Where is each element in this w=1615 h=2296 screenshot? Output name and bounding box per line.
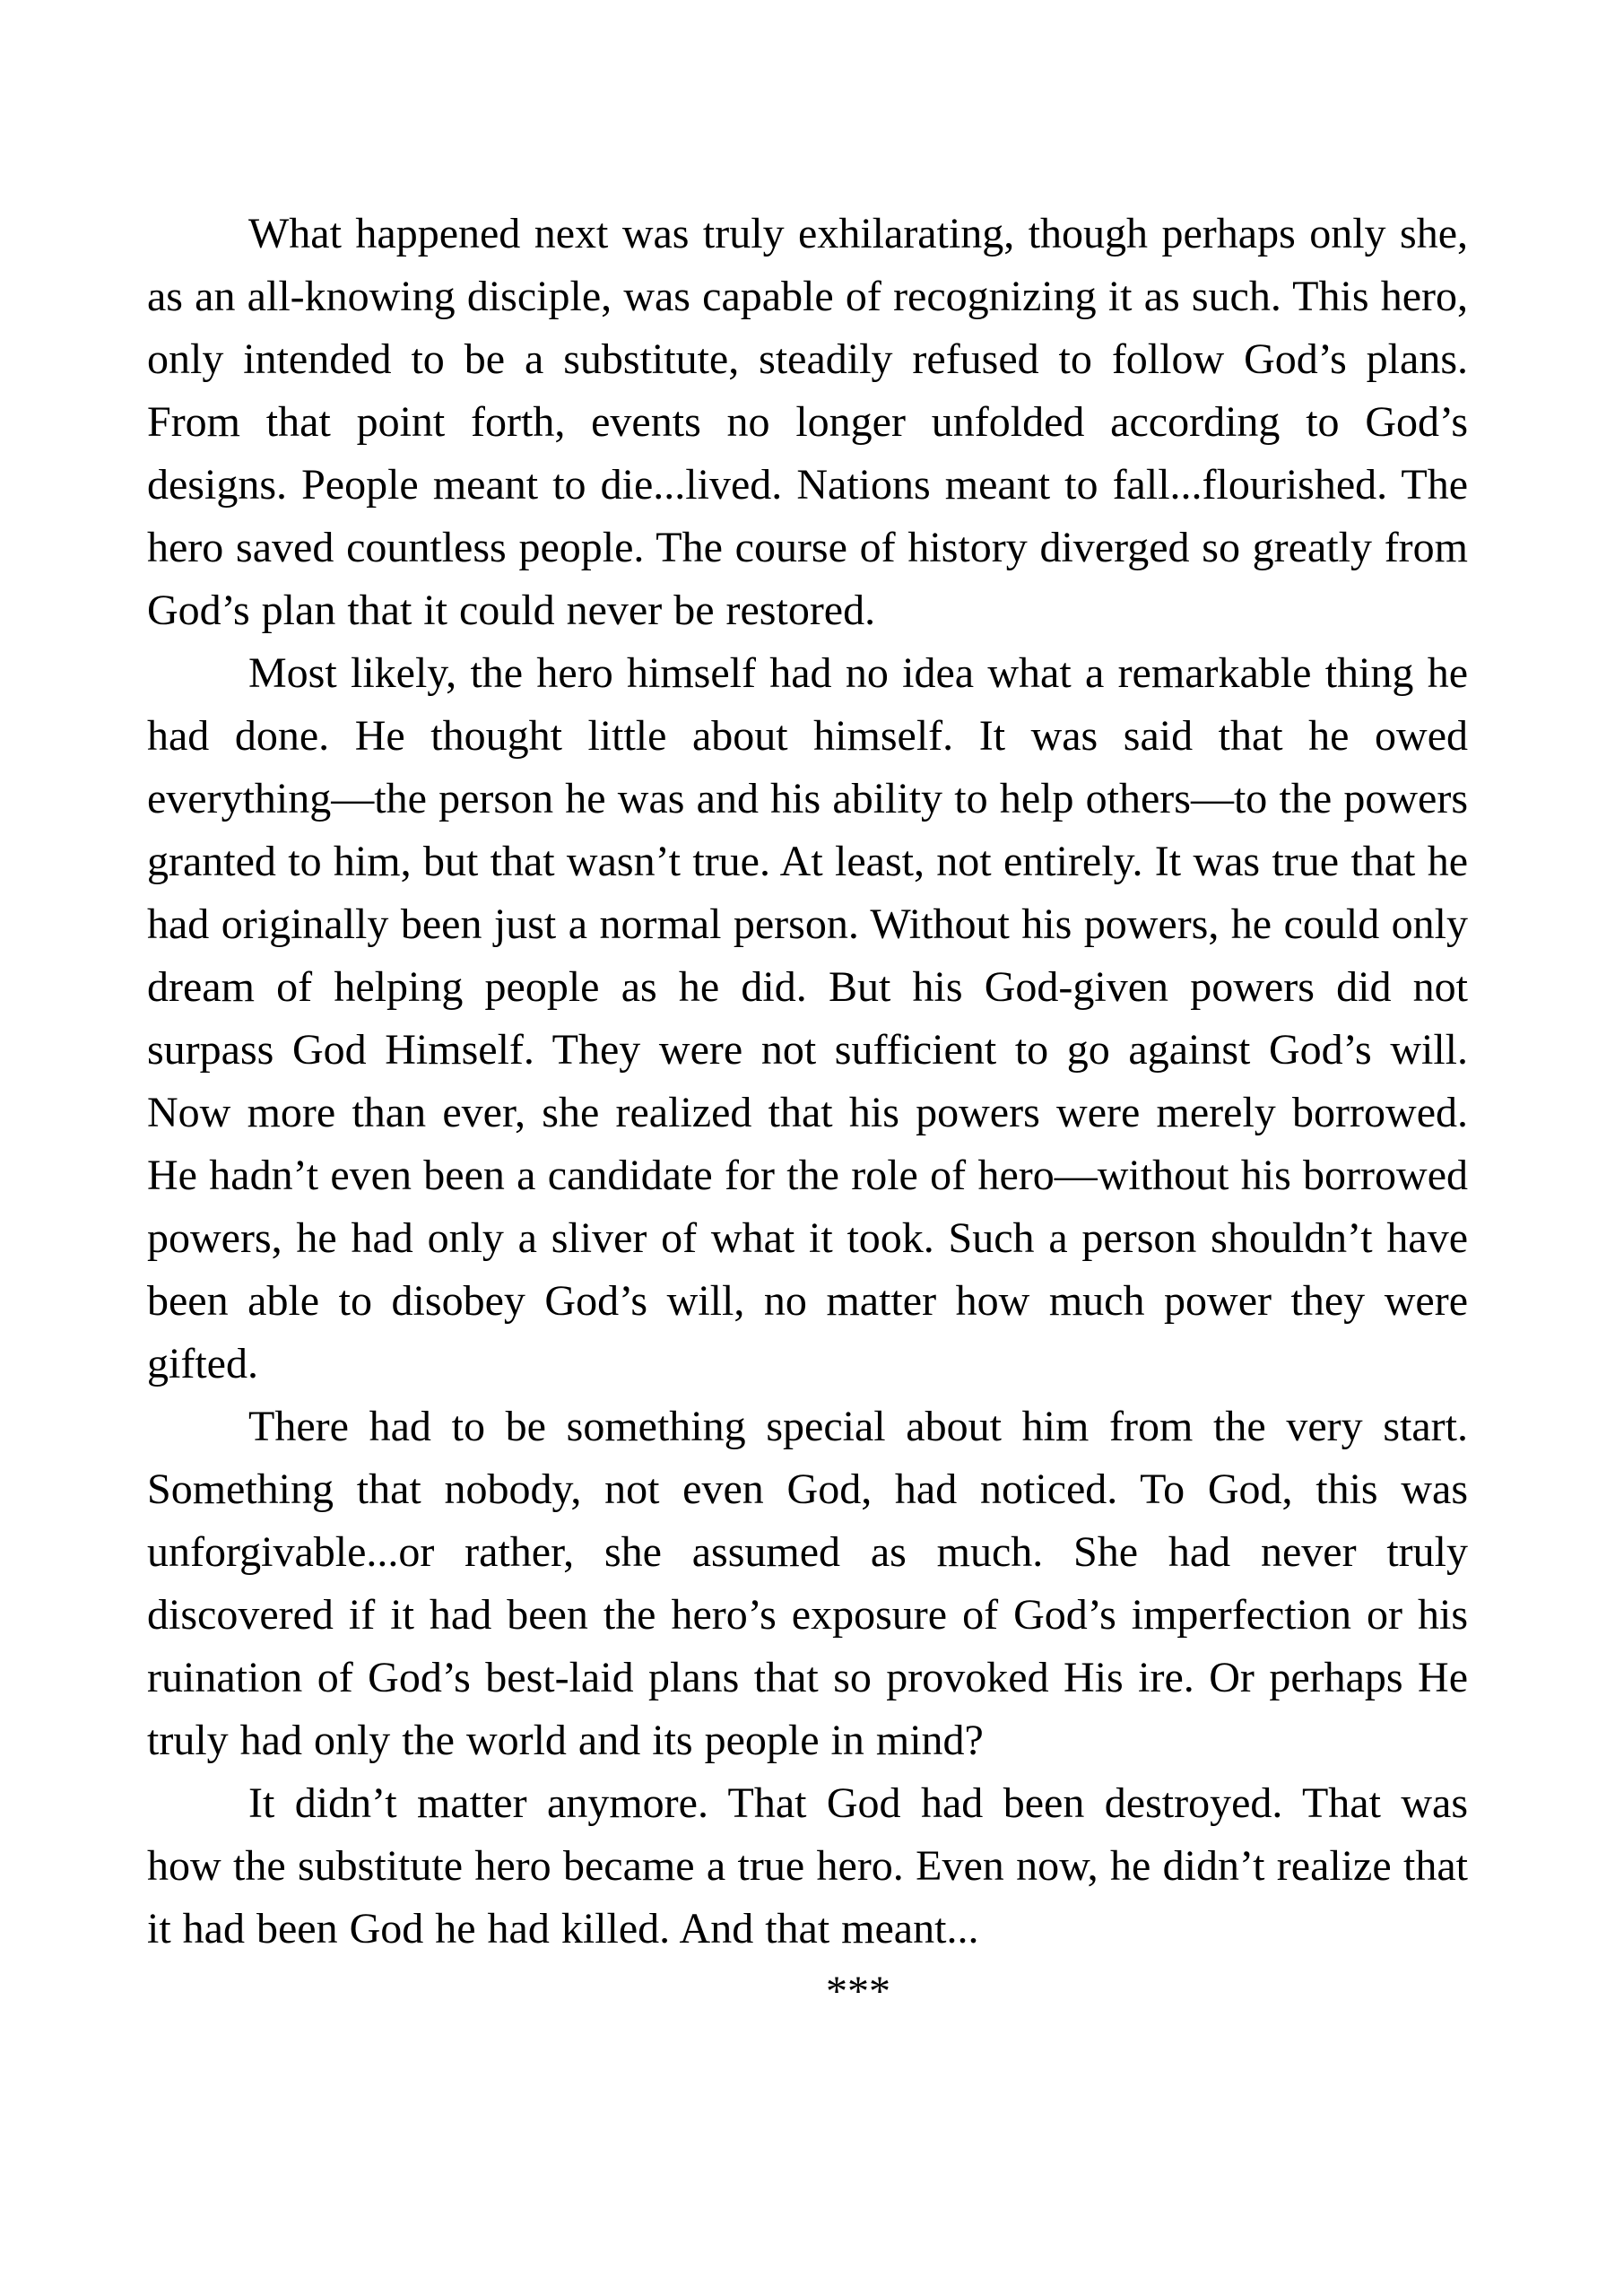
paragraph: It didn’t matter anymore. That God had been destroyed. That was how the substitute hero became a true hero. Even now, he didn’t realize that it had been God he had killed. And that meant... [147,1779,1468,1952]
scene-break-marker: *** [826,1968,890,2015]
paragraph: Most likely, the hero himself had no idea what a remarkable thing he had done. He thought little about himself. It was said that he owed everything—the person he was and his ability to help others—to the powers granted to him, but that wasn’t true. At least, not entirely. It was true that he had originally been just a normal person. Without his powers, he could only dream of helping people as he did. But his God-given powers did not surpass God Himself. They were not sufficient to go against God’s will. Now more than ever, she realized that his powers were merely borrowed. He hadn’t even been a candidate for the role of hero—without his borrowed powers, he had only a sliver of what it took. Such a person shouldn’t have been able to disobey God’s will, no matter how much power they were gifted. [147,649,1468,1387]
paragraph: There had to be something special about him from the very start. Something that nobody, not even God, had noticed. To God, this was unforgivable...or rather, she assumed as much. She had never truly discovered if it had been the hero’s exposure of God’s imperfection or his ruination of God’s best-laid plans that so provoked His ire. Or perhaps He truly had only the world and its people in mind? [147,1403,1468,1764]
paragraph: What happened next was truly exhilarating, though perhaps only she, as an all-knowing disciple, was capable of recognizing it as such. This hero, only intended to be a substitute, steadily refused to follow God’s plans. From that point forth, events no longer unfolded according to God’s designs. People meant to die...lived. Nations meant to fall...flourished. The hero saved countless people. The course of history diverged so greatly from God’s plan that it could never be restored. [147,210,1468,634]
